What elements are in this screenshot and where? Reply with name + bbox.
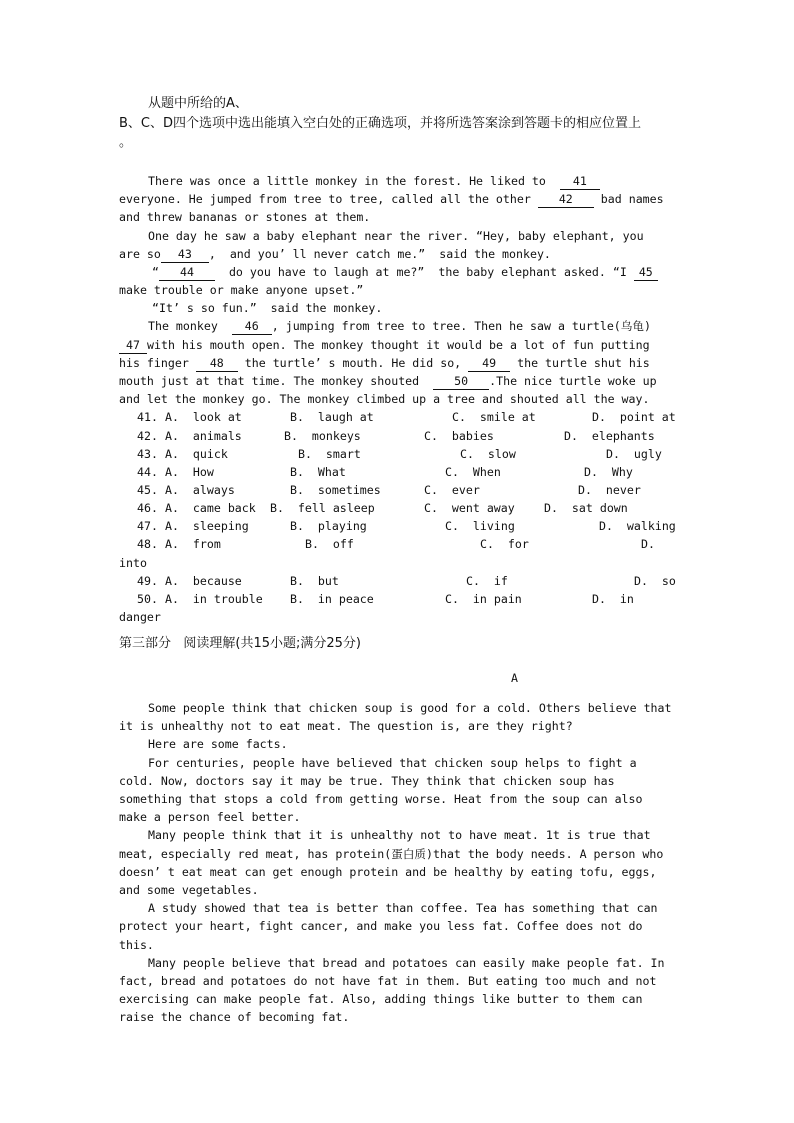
option-d: D. Why — [584, 465, 633, 479]
option-b: B. laugh at — [290, 410, 374, 424]
passage-line: make a person feel better. — [119, 810, 301, 825]
instruction-line-3: 。 — [119, 135, 133, 150]
option-c: C. for — [480, 537, 529, 551]
passage-line: raise the chance of becoming fat. — [119, 1010, 350, 1025]
blank-45: 45 — [634, 265, 658, 281]
option-c: C. slow — [460, 447, 516, 461]
option-d: D. — [641, 537, 655, 551]
option-d: D. in — [592, 592, 634, 606]
blank-49: 49 — [468, 356, 510, 372]
option-c: C. smile at — [452, 410, 536, 424]
option-b: B. playing — [290, 519, 367, 533]
passage-line: mouth just at that time. The monkey shouted 50 .The nice turtle woke up — [119, 374, 657, 388]
option-c: C. babies — [424, 429, 494, 443]
passage-line: and some vegetables. — [119, 883, 259, 897]
option-b: B. in peace — [290, 592, 374, 606]
option-b: B. but — [290, 574, 339, 588]
passage-line: doesn’ t eat meat can get enough protein and be healthy by eating tofu, eggs, — [119, 864, 657, 879]
option-d: D. point at — [592, 410, 676, 424]
blank-42: 42 — [538, 192, 594, 208]
passage-line: 47 with his mouth open. The monkey thought it would be a lot of fun putting — [119, 336, 650, 354]
passage-line: his finger 48 the turtle’ s mouth. He did so, 49 the turtle shut his — [119, 356, 650, 370]
option-c: C. When — [445, 465, 501, 479]
option-d: D. sat down — [544, 501, 628, 515]
passage-line: and let the monkey go. The monkey climbed up a tree and shouted all the way. — [119, 392, 650, 406]
option-d-wrap: danger — [119, 610, 161, 624]
passage-line: Many people think that it is unhealthy not to have meat. 1t is true that — [148, 828, 651, 843]
passage-line: are so 43 , and you’ ll never catch me.” said the monkey. — [119, 247, 551, 261]
passage-line: something that stops a cold from getting worse. Heat from the soup can also — [119, 792, 643, 806]
blank-43: 43 — [161, 247, 209, 263]
option-a: A. sleeping — [165, 519, 249, 533]
option-number: 41. — [137, 410, 158, 424]
passage-line: A study showed that tea is better than coffee. Tea has something that can — [148, 901, 658, 916]
passage-line: fact, bread and potatoes do not have fat in them. But eating too much and not — [119, 974, 657, 988]
option-number: 49. — [137, 574, 158, 588]
option-b: B. sometimes — [290, 483, 381, 497]
passage-line: protect your heart, fight cancer, and make you less fat. Coffee does not do — [119, 919, 643, 934]
passage-line: There was once a little monkey in the forest. He liked to 41 — [148, 172, 600, 190]
passage-line: Here are some facts. — [148, 737, 288, 752]
option-number: 46. — [137, 501, 158, 515]
option-d: D. elephants — [564, 429, 655, 443]
section-heading: 第三部分 阅读理解(共15小题;满分25分) — [119, 636, 362, 651]
option-a: A. in trouble — [165, 592, 263, 606]
option-number: 50. — [137, 592, 158, 606]
passage-line: “It’ s so fun.” said the monkey. — [152, 301, 383, 315]
option-a: A. came back — [165, 501, 256, 515]
option-c: C. ever — [424, 483, 480, 497]
option-c: C. living — [445, 519, 515, 533]
passage-line: Many people believe that bread and potatoes can easily make people fat. In — [148, 955, 665, 970]
instruction-line-1: 从题中所给的A、 — [148, 96, 248, 111]
option-number: 48. — [137, 537, 158, 551]
option-b: B. What — [290, 465, 346, 479]
blank-44: 44 — [159, 265, 215, 281]
passage-line: For centuries, people have believed that chicken soup helps to fight a — [148, 755, 637, 770]
passage-line: everyone. He jumped from tree to tree, called all the other 42 bad names — [119, 192, 664, 206]
blank-41: 41 — [560, 174, 600, 190]
passage-line: cold. Now, doctors say it may be true. They think that chicken soup has — [119, 773, 615, 788]
passage-line: Some people think that chicken soup is good for a cold. Others believe that — [148, 701, 672, 715]
passage-line: this. — [119, 937, 154, 952]
passage-line: One day he saw a baby elephant near the river. “Hey, baby elephant, you — [148, 229, 644, 243]
option-a: A. from — [165, 537, 221, 551]
passage-line: meat, especially red meat, has protein(蛋白质)that the body needs. A person who — [119, 846, 664, 861]
option-a: A. How — [165, 465, 214, 479]
option-d: D. so — [634, 574, 676, 588]
option-a: A. quick — [165, 447, 228, 461]
blank-46: 46 — [232, 319, 272, 335]
option-number: 42. — [137, 429, 158, 443]
option-d-wrap: into — [119, 556, 147, 570]
blank-50: 50 — [433, 374, 489, 390]
option-b: B. smart — [298, 447, 361, 461]
option-a: A. always — [165, 483, 235, 497]
option-b: B. monkeys — [284, 429, 361, 443]
option-d: D. walking — [599, 519, 676, 533]
option-number: 44. — [137, 465, 158, 479]
option-c: C. in pain — [445, 592, 522, 606]
option-a: A. because — [165, 574, 242, 588]
passage-line: exercising can make people fat. Also, adding things like butter to them can — [119, 992, 643, 1007]
option-b: B. fell asleep — [270, 501, 375, 515]
option-number: 43. — [137, 447, 158, 461]
option-b: B. off — [305, 537, 354, 551]
passage-line: The monkey 46 , jumping from tree to tree. Then he saw a turtle(乌龟) — [148, 319, 651, 333]
option-number: 45. — [137, 483, 158, 497]
passage-line: and threw bananas or stones at them. — [119, 210, 371, 224]
option-a: A. look at — [165, 410, 242, 424]
passage-line: make trouble or make anyone upset.” — [119, 283, 364, 297]
instruction-line-2: B、C、D四个选项中选出能填入空白处的正确选项，并将所选答案涂到答题卡的相应位置上 — [119, 116, 642, 131]
option-d: D. never — [578, 483, 641, 497]
blank-47: 47 — [119, 338, 147, 354]
option-c: C. went away — [424, 501, 515, 515]
passage-line: “ 44 do you have to laugh at me?” the baby elephant asked. “I 45 — [152, 263, 658, 281]
option-c: C. if — [466, 574, 508, 588]
option-d: D. ugly — [606, 447, 662, 461]
passage-line: it is unhealthy not to eat meat. The question is, are they right? — [119, 719, 573, 734]
passage-label: A — [511, 671, 518, 685]
option-number: 47. — [137, 519, 158, 533]
option-a: A. animals — [165, 429, 242, 443]
blank-48: 48 — [196, 356, 238, 372]
